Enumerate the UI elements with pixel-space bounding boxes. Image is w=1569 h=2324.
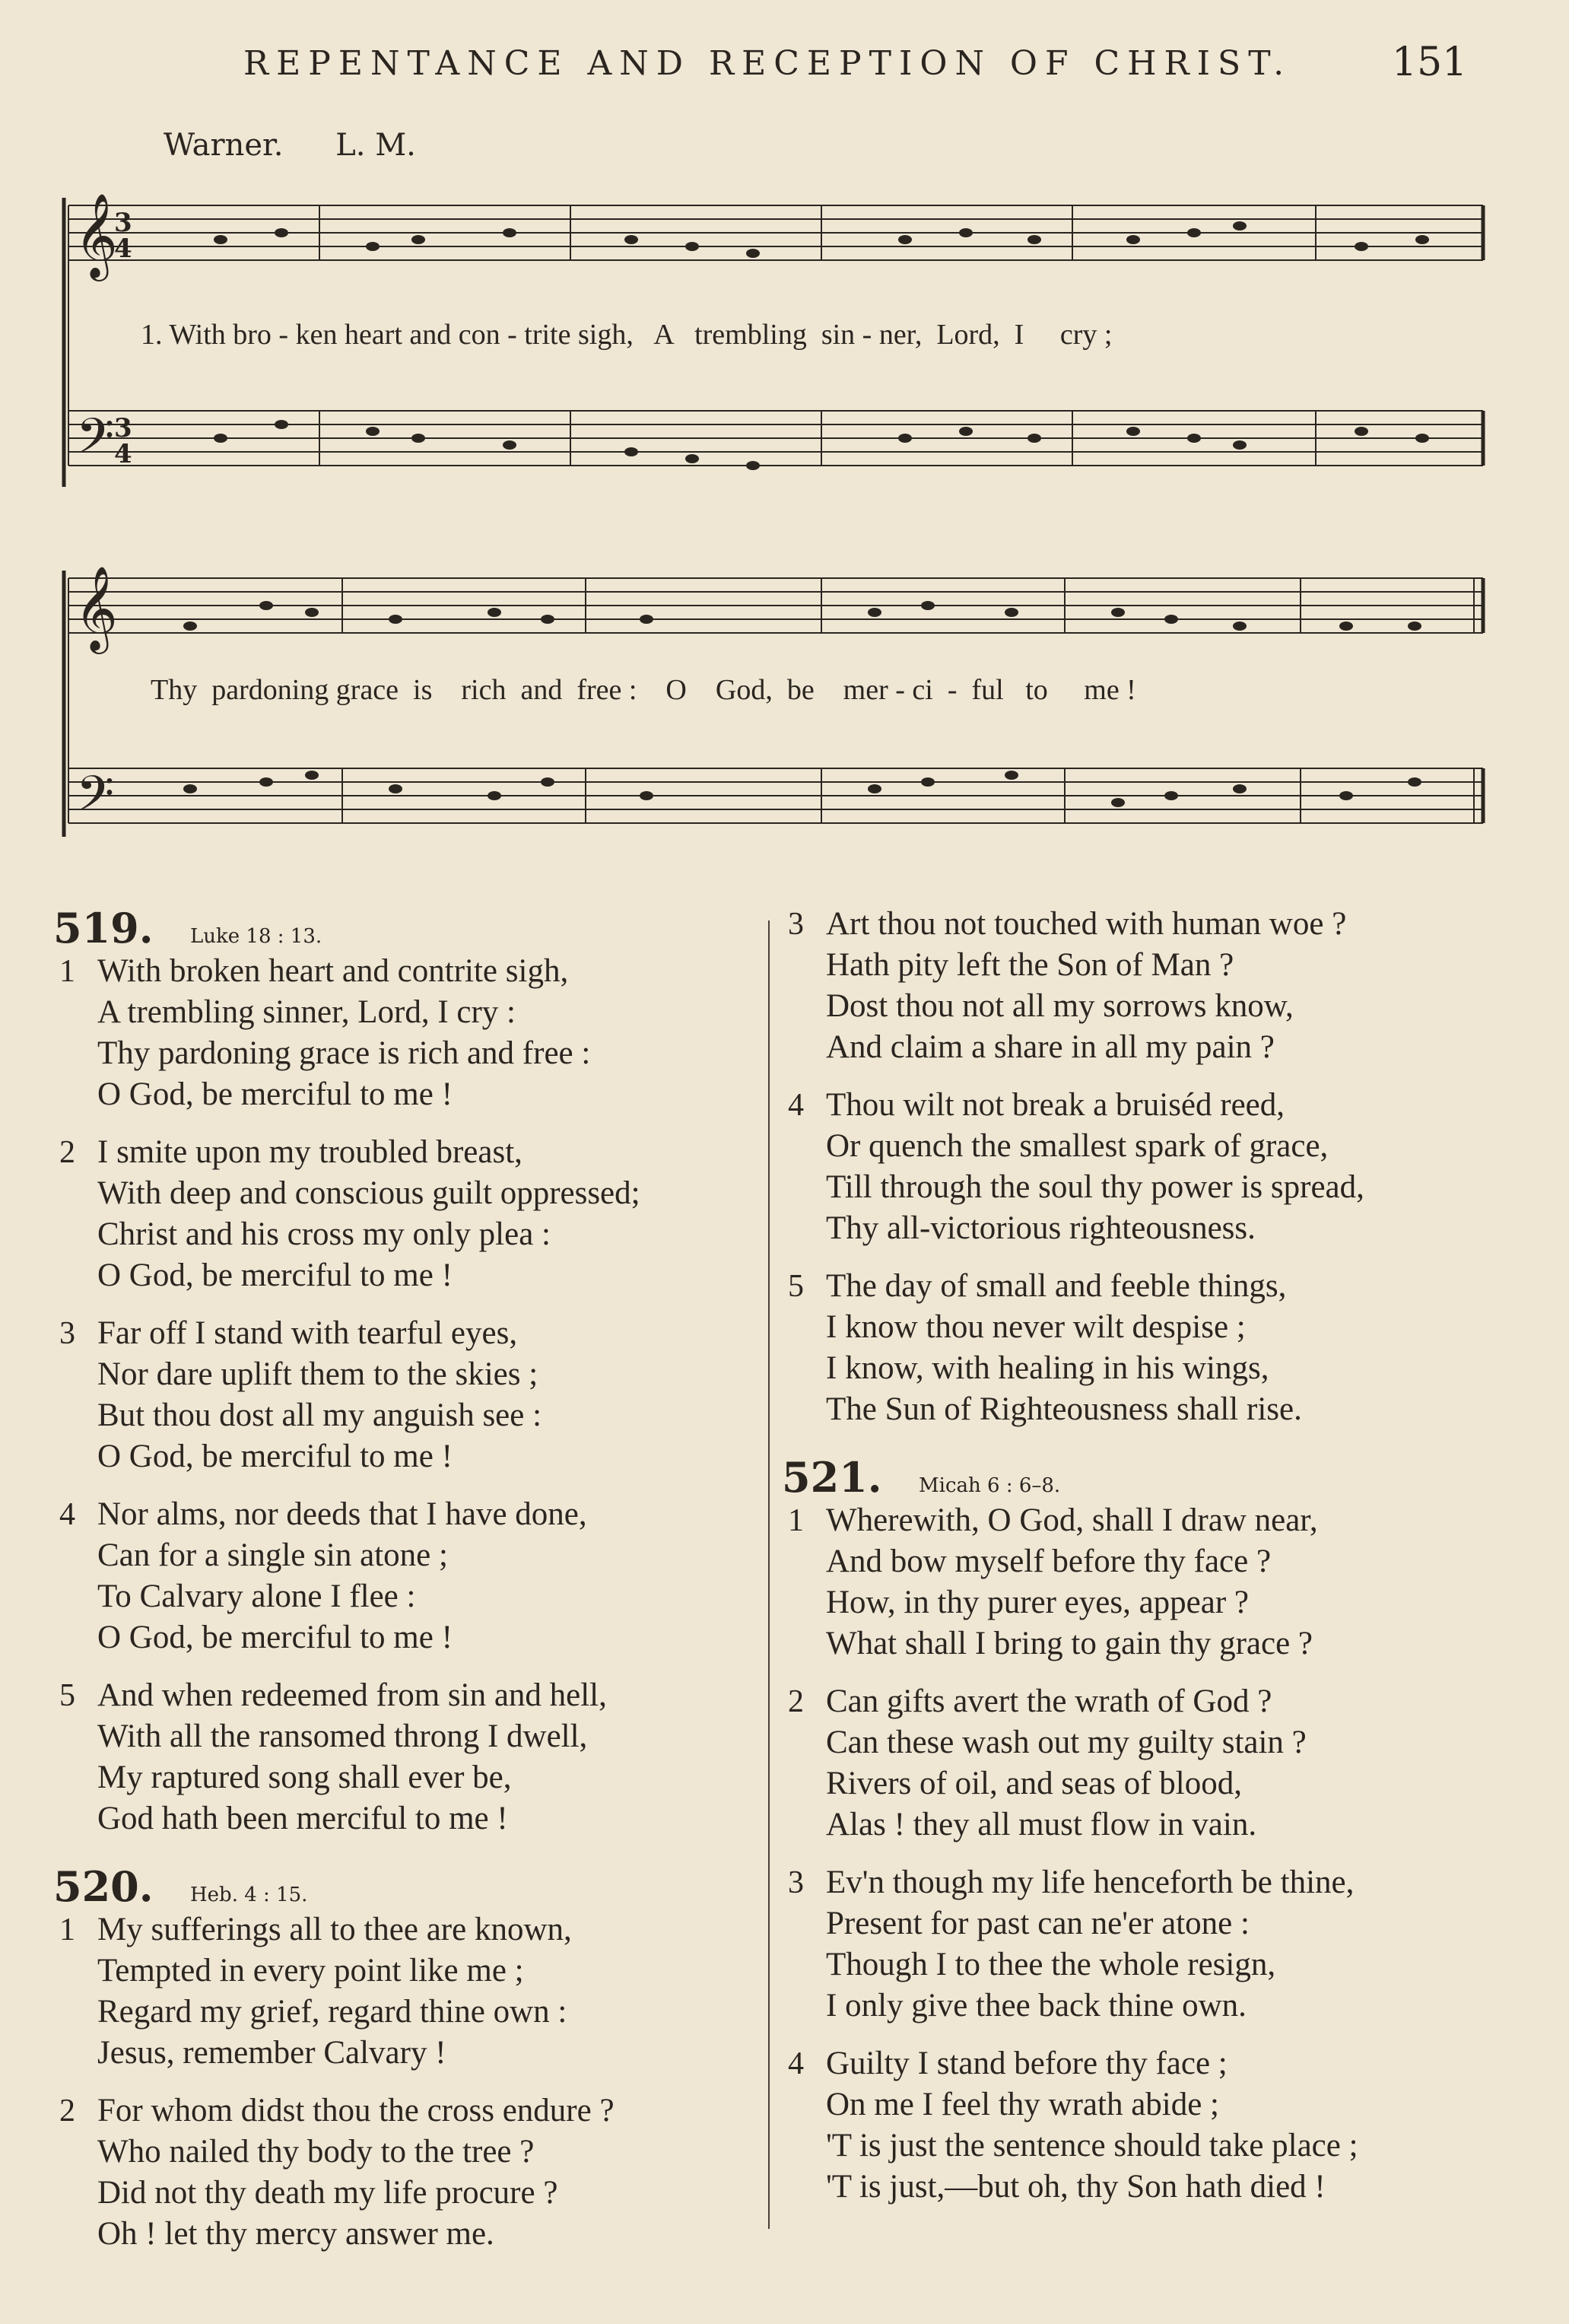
verse-line: O God, be merciful to me !: [97, 1076, 453, 1112]
verse-line: 'T is just the sentence should take place ;: [826, 2128, 1358, 2163]
verse-line: I smite upon my troubled breast,: [97, 1134, 522, 1170]
verse-line: A trembling sinner, Lord, I cry :: [97, 994, 516, 1030]
verse-line: I know, with healing in his wings,: [826, 1350, 1269, 1386]
svg-text:4: 4: [114, 439, 132, 469]
verse-line: And when redeemed from sin and hell,: [97, 1677, 607, 1713]
verse-line: Present for past can ne'er atone :: [826, 1906, 1250, 1941]
verse-number: 1: [788, 1503, 804, 1538]
stanza: [53, 1313, 761, 1477]
bass-notes-2: [183, 771, 1421, 807]
verse-number: 2: [59, 2094, 75, 2128]
left-column: [53, 904, 761, 2278]
music-system-2: [53, 548, 1498, 882]
hymn-521: [782, 1453, 1512, 2208]
verse-number: 1: [59, 1912, 75, 1947]
lyrics-system-1: 1. With bro - ken heart and con - trite sigh, A trembling sin - ner, Lord, I cry ;: [141, 319, 1113, 351]
verse-line: But thou dost all my anguish see :: [97, 1397, 542, 1433]
hymn-519: [53, 904, 761, 1839]
verse-line: Jesus, remember Calvary !: [97, 2035, 446, 2071]
verse-line: Christ and his cross my only plea :: [97, 1216, 551, 1252]
verse-number: 2: [788, 1684, 804, 1719]
verse-line: God hath been merciful to me !: [97, 1801, 508, 1836]
verse-line: Did not thy death my life procure ?: [97, 2175, 558, 2211]
verse-line: Or quench the smallest spark of grace,: [826, 1128, 1329, 1164]
verse-line: Thy pardoning grace is rich and free :: [97, 1035, 591, 1071]
stanza: [782, 1266, 1512, 1430]
right-column: [782, 904, 1512, 2230]
verse-number: 5: [788, 1269, 804, 1304]
verse-line: Far off I stand with tearful eyes,: [97, 1315, 518, 1351]
verse-line: What shall I bring to gain thy grace ?: [826, 1626, 1313, 1661]
verse-line: Dost thou not all my sorrows know,: [826, 988, 1294, 1024]
svg-text:3: 3: [114, 208, 132, 238]
hymn-520: [53, 1862, 761, 2255]
verse-line: O God, be merciful to me !: [97, 1439, 453, 1474]
hymn-number: 521.: [782, 1453, 882, 1502]
tune-name: Warner.: [164, 128, 284, 163]
stanza: [782, 2043, 1512, 2208]
verse-line: My sufferings all to thee are known,: [97, 1912, 572, 1947]
hymn-number: 519.: [53, 904, 154, 952]
svg-text:𝄢: 𝄢: [76, 766, 115, 835]
stanza: [53, 1675, 761, 1839]
stanza: [53, 1909, 761, 2074]
tune-title: [164, 128, 416, 163]
verse-line: Oh ! let thy mercy answer me.: [97, 2216, 494, 2252]
verse-number: 4: [788, 2046, 804, 2081]
lyrics-system-2: Thy pardoning grace is rich and free : O God, be mer - ci - ful to me !: [151, 674, 1136, 706]
stanza: [782, 904, 1512, 1068]
stanza: [782, 1500, 1512, 1664]
stanza: [53, 1494, 761, 1658]
verse-line: Alas ! they all must flow in vain.: [826, 1807, 1257, 1842]
verse-line: Can gifts avert the wrath of God ?: [826, 1683, 1272, 1719]
verse-line: Till through the soul thy power is spread,: [826, 1169, 1364, 1205]
verse-number: 3: [788, 907, 804, 942]
tune-meter: L. M.: [335, 128, 416, 163]
verse-line: Though I to thee the whole resign,: [826, 1947, 1276, 1982]
verse-line: I know thou never wilt despise ;: [826, 1309, 1246, 1345]
stanza: [53, 2090, 761, 2255]
verse-line: Who nailed thy body to the tree ?: [97, 2134, 535, 2170]
verse-line: How, in thy purer eyes, appear ?: [826, 1585, 1249, 1620]
svg-text:𝄞: 𝄞: [75, 565, 118, 650]
verse-line: Nor alms, nor deeds that I have done,: [97, 1496, 587, 1532]
running-title: REPENTANCE AND RECEPTION OF CHRIST.: [243, 44, 1292, 83]
verse-line: Ev'n though my life henceforth be thine,: [826, 1865, 1355, 1900]
verse-line: Art thou not touched with human woe ?: [826, 906, 1347, 942]
verse-line: With broken heart and contrite sigh,: [97, 953, 569, 989]
verse-line: Nor dare uplift them to the skies ;: [97, 1356, 538, 1392]
verse-number: 5: [59, 1678, 75, 1713]
verse-line: And claim a share in all my pain ?: [826, 1029, 1275, 1065]
verse-line: Can for a single sin atone ;: [97, 1537, 448, 1573]
column-divider: [768, 920, 770, 2229]
verse-line: Thy all-victorious righteousness.: [826, 1210, 1256, 1246]
page-number: 151: [1392, 40, 1468, 85]
verse-number: 2: [59, 1135, 75, 1170]
verse-line: For whom didst thou the cross endure ?: [97, 2093, 615, 2128]
verse-line: Can these wash out my guilty stain ?: [826, 1725, 1307, 1760]
verse-line: O God, be merciful to me !: [97, 1257, 453, 1293]
verse-line: Rivers of oil, and seas of blood,: [826, 1766, 1242, 1801]
svg-text:4: 4: [114, 234, 132, 264]
stanza: [782, 1681, 1512, 1846]
verse-line: Thou wilt not break a bruiséd reed,: [826, 1087, 1285, 1123]
verse-line: Hath pity left the Son of Man ?: [826, 947, 1234, 983]
verse-line: O God, be merciful to me !: [97, 1620, 453, 1655]
verse-line: With deep and conscious guilt oppressed;: [97, 1175, 640, 1211]
verse-line: The Sun of Righteousness shall rise.: [826, 1391, 1302, 1427]
svg-text:𝄞: 𝄞: [75, 192, 118, 278]
svg-text:3: 3: [114, 413, 132, 443]
verse-number: 4: [788, 1088, 804, 1123]
verse-line: Guilty I stand before thy face ;: [826, 2046, 1228, 2081]
stanza: [782, 1085, 1512, 1249]
verse-line: On me I feel thy wrath abide ;: [826, 2087, 1220, 2122]
verse-line: To Calvary alone I flee :: [97, 1578, 416, 1614]
verse-number: 1: [59, 954, 75, 989]
stanza: [782, 1862, 1512, 2027]
hymn-number: 520.: [53, 1862, 154, 1911]
stanza: [53, 951, 761, 1115]
score-svg-2: [53, 548, 1498, 882]
verse-line: Regard my grief, regard thine own :: [97, 1994, 567, 2030]
verse-line: Wherewith, O God, shall I draw near,: [826, 1502, 1318, 1538]
hymn-520-continued: [782, 904, 1512, 1430]
verse-line: With all the ransomed throng I dwell,: [97, 1718, 588, 1754]
svg-text:𝄢: 𝄢: [76, 409, 115, 477]
scripture-reference: Micah 6 : 6–8.: [919, 1474, 1061, 1497]
scripture-reference: Heb. 4 : 15.: [190, 1884, 308, 1906]
verse-line: My raptured song shall ever be,: [97, 1760, 512, 1795]
verse-number: 3: [59, 1316, 75, 1351]
verse-number: 4: [59, 1497, 75, 1532]
verse-line: And bow myself before thy face ?: [826, 1544, 1272, 1579]
verse-number: 3: [788, 1865, 804, 1900]
stanza: [53, 1132, 761, 1296]
verse-line: 'T is just,—but oh, thy Son hath died !: [826, 2169, 1326, 2205]
scripture-reference: Luke 18 : 13.: [190, 925, 322, 948]
verse-line: Tempted in every point like me ;: [97, 1953, 524, 1989]
verse-line: I only give thee back thine own.: [826, 1988, 1247, 2024]
verse-line: The day of small and feeble things,: [826, 1268, 1287, 1304]
